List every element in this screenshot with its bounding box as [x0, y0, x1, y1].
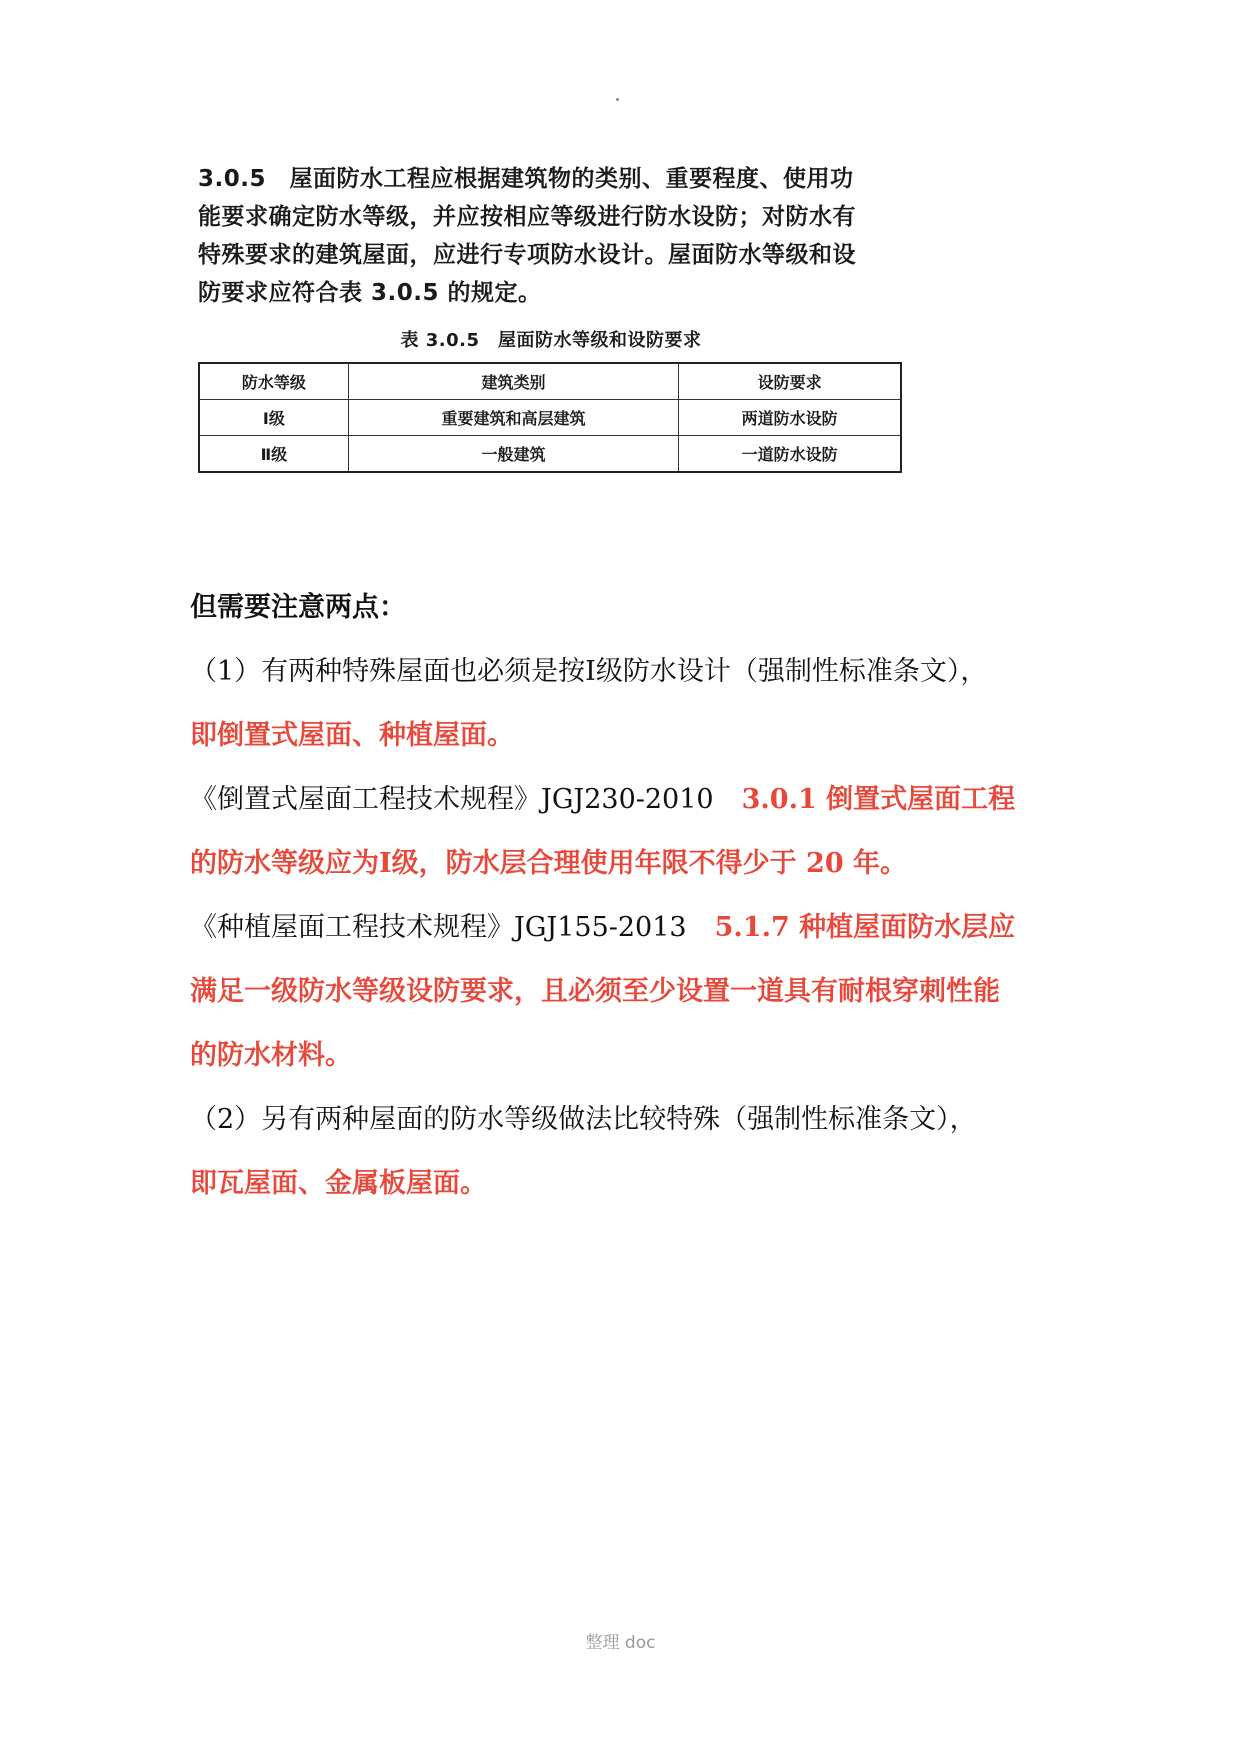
header-mark [616, 98, 619, 101]
table-caption: 表 3.0.5 屋面防水等级和设防要求 [400, 330, 702, 351]
table-cell: 一道防水设防 [679, 436, 901, 473]
point-1-highlight: 即倒置式屋面、种植屋面。 [190, 720, 514, 751]
reference-1-clause-cont: 的防水等级应为Ⅰ级，防水层合理使用年限不得少于 20 年。 [190, 848, 908, 879]
point-1: （1）有两种特殊屋面也必须是按Ⅰ级防水设计（强制性标准条文）， [190, 656, 988, 687]
table-cell: 两道防水设防 [679, 400, 901, 436]
point-2: （2）另有两种屋面的防水等级做法比较特殊（强制性标准条文）， [190, 1104, 977, 1135]
table-header-row [199, 363, 901, 400]
reference-2-title: 《种植屋面工程技术规程》JGJ155-2013 [190, 912, 687, 943]
reference-1-title: 《倒置式屋面工程技术规程》JGJ230-2010 [190, 784, 714, 815]
scan-line-1: 3.0.5 屋面防水工程应根据建筑物的类别、重要程度、使用功 [198, 166, 854, 192]
table-row [199, 400, 901, 436]
point-2-highlight: 即瓦屋面、金属板屋面。 [190, 1168, 487, 1199]
table-row [199, 436, 901, 473]
reference-1-clause: 3.0.1 倒置式屋面工程 [741, 784, 1016, 815]
table-cell: 重要建筑和高层建筑 [348, 400, 678, 436]
reference-1 [190, 778, 1070, 842]
waterproof-grade-table [198, 362, 902, 473]
document-body [190, 586, 1070, 1226]
table-cell: Ⅰ级 [199, 400, 348, 436]
table-cell: 一般建筑 [348, 436, 678, 473]
scan-line-4: 防要求应符合表 3.0.5 的规定。 [198, 280, 542, 306]
reference-2-clause-end: 的防水材料。 [190, 1040, 352, 1071]
table-header-cell: 防水等级 [199, 363, 348, 400]
table-cell: Ⅱ级 [199, 436, 348, 473]
page-footer: 整理 doc [585, 1633, 656, 1653]
reference-2 [190, 906, 1070, 970]
table-header-cell: 设防要求 [679, 363, 901, 400]
section-heading: 但需要注意两点： [190, 592, 406, 623]
scan-line-3: 特殊要求的建筑屋面，应进行专项防水设计。屋面防水等级和设 [198, 242, 856, 268]
scan-line-2: 能要求确定防水等级，并应按相应等级进行防水设防；对防水有 [198, 204, 856, 230]
table-header-cell: 建筑类别 [348, 363, 678, 400]
scanned-excerpt [198, 160, 904, 473]
reference-2-clause: 5.1.7 种植屋面防水层应 [714, 912, 1016, 943]
reference-2-clause-cont: 满足一级防水等级设防要求，且必须至少设置一道具有耐根穿刺性能 [190, 976, 1000, 1007]
